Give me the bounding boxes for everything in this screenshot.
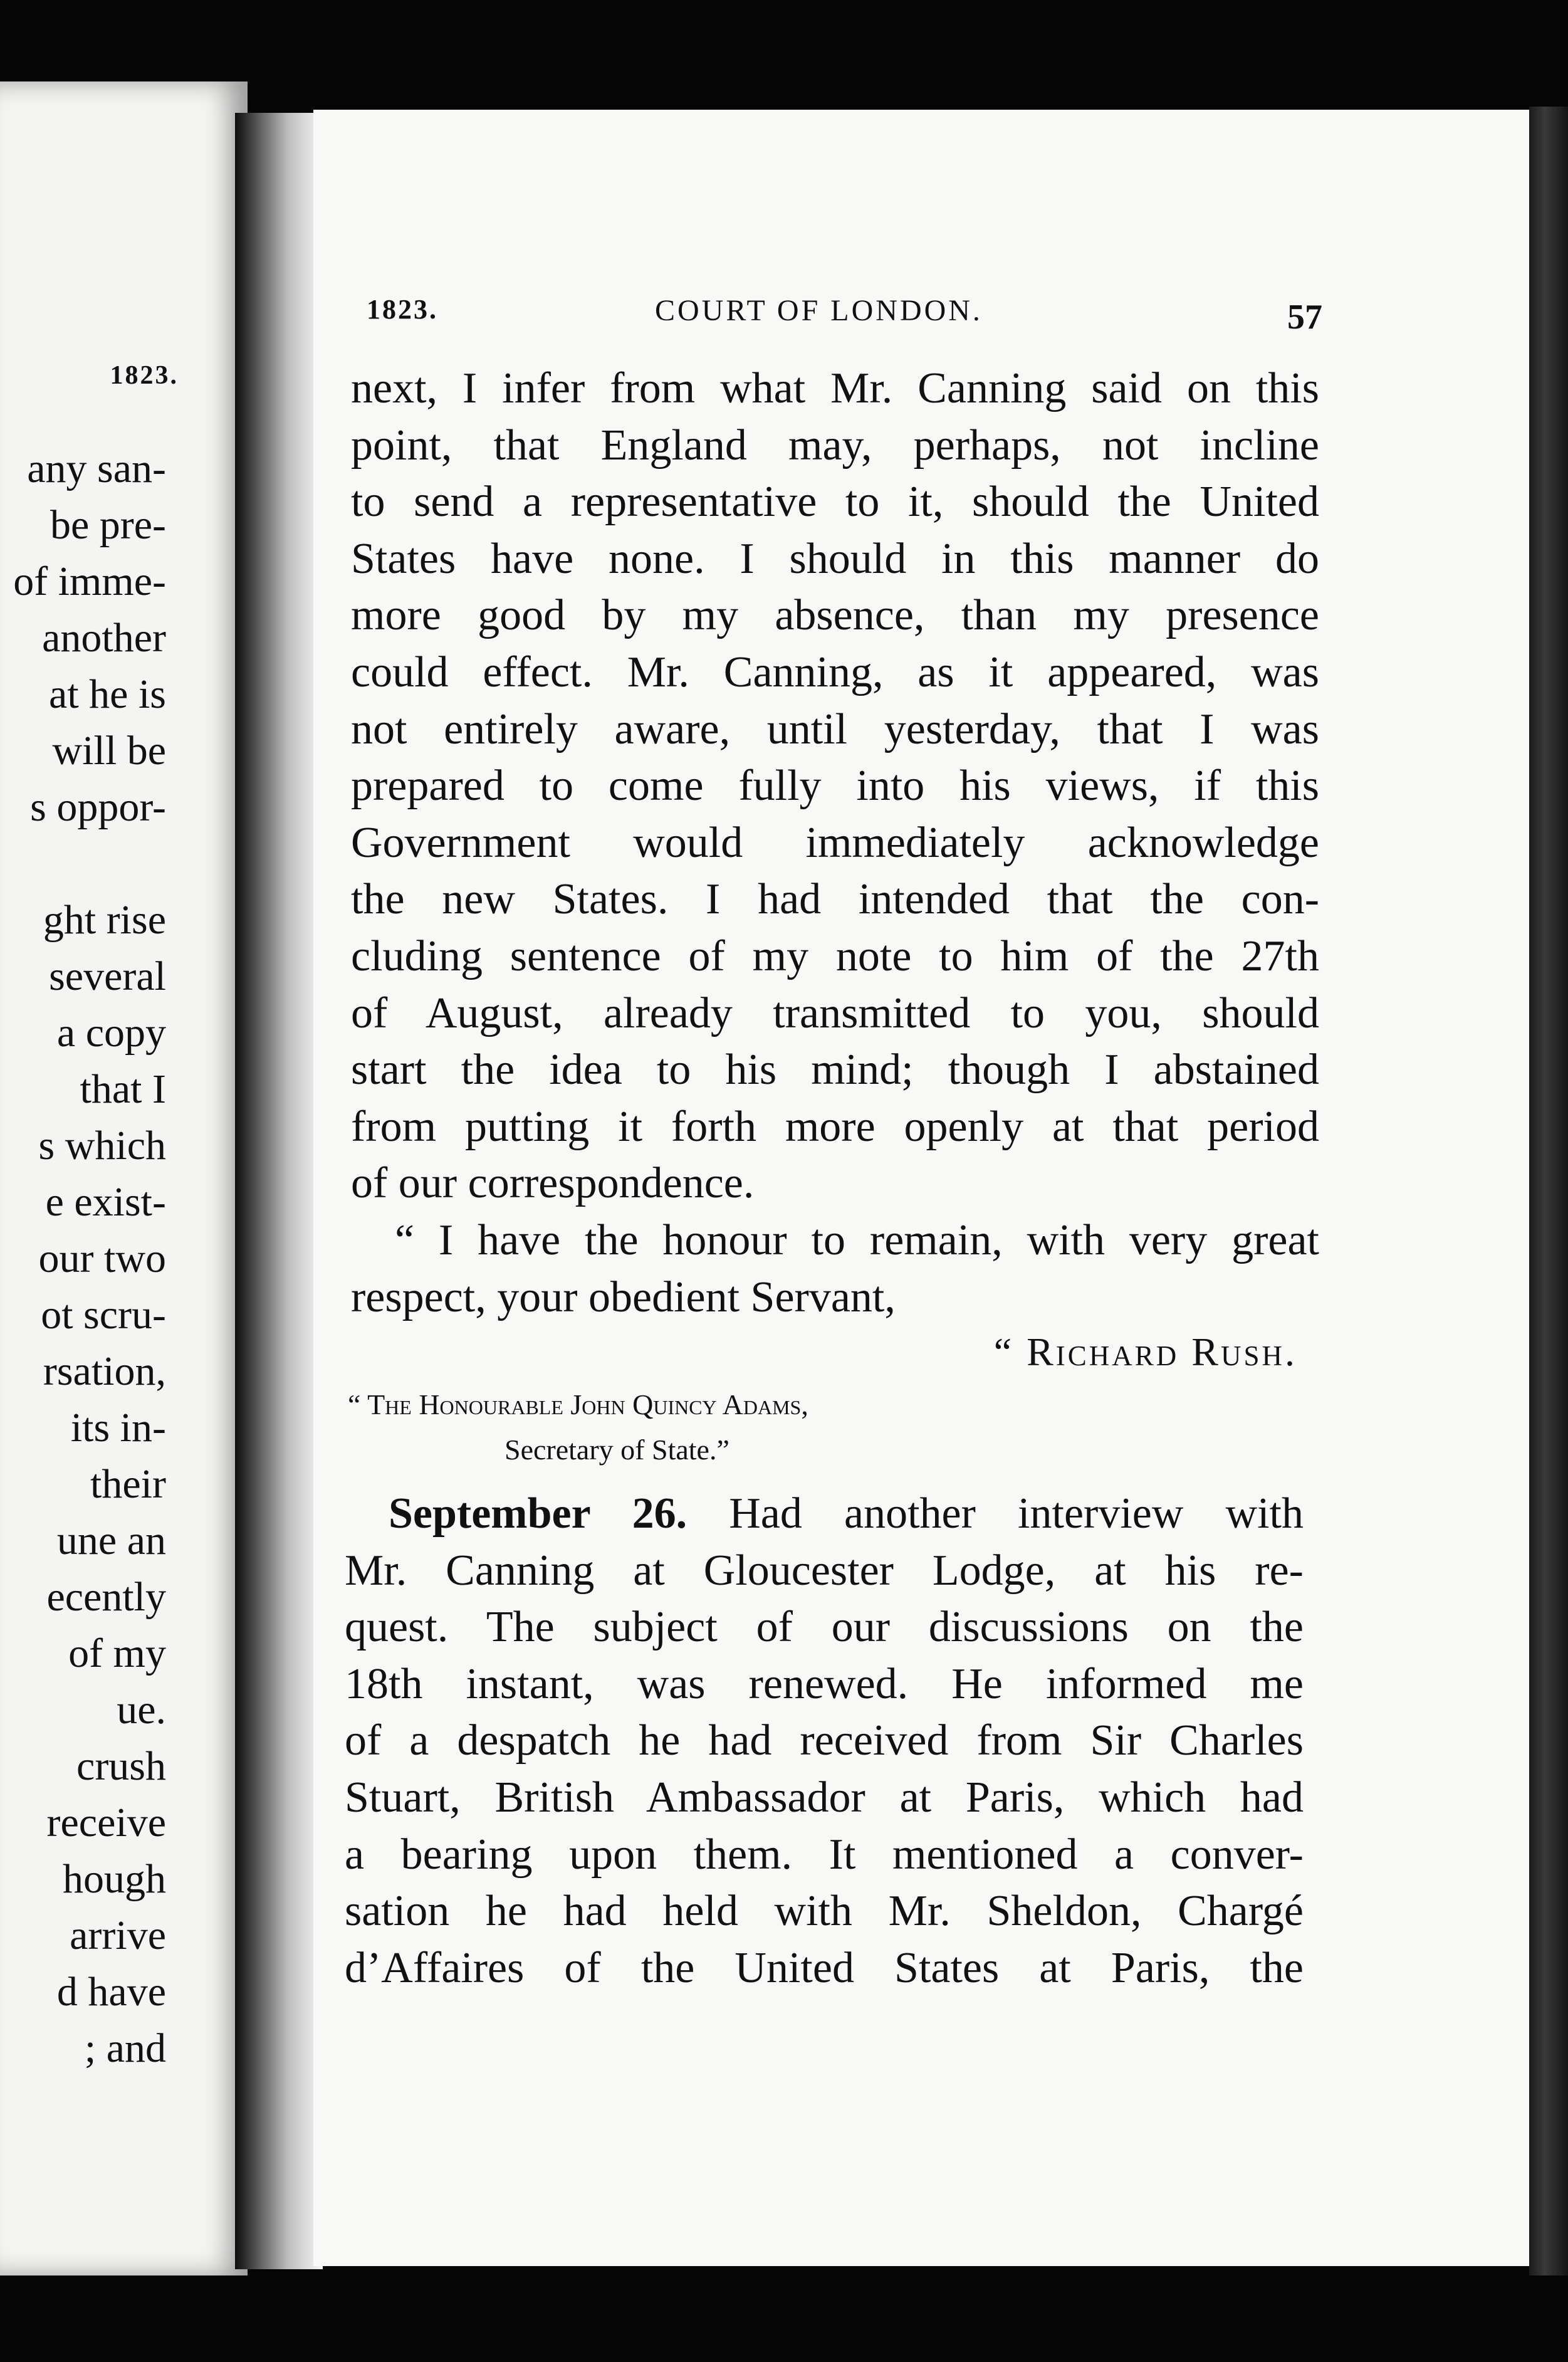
letter-text bbox=[351, 360, 1319, 1326]
addressee-line: “ The Honourable John Quincy Adams, bbox=[348, 1388, 808, 1420]
closing-line: “ I have the honour to remain, with very great bbox=[395, 1215, 1319, 1264]
text-line: next, I infer from what Mr. Canning said on this bbox=[351, 364, 1319, 412]
text-line: the new States. I had intended that the con- bbox=[351, 875, 1319, 924]
entry-first-line-text: Had another interview with bbox=[729, 1489, 1304, 1538]
page-number: 57 bbox=[1287, 298, 1322, 337]
journal-entry bbox=[345, 1486, 1304, 1997]
previous-page-line: a copy bbox=[56, 1010, 166, 1056]
previous-page-year: 1823. bbox=[110, 361, 179, 390]
previous-page-line: ght rise bbox=[43, 897, 166, 943]
text-line: a bearing upon them. It mentioned a conver- bbox=[345, 1830, 1304, 1879]
text-line: of a despatch he had received from Sir Charles bbox=[345, 1716, 1304, 1765]
previous-page-line: another bbox=[42, 615, 166, 661]
previous-page-line: e exist- bbox=[45, 1179, 166, 1225]
previous-page-line: our two bbox=[38, 1236, 166, 1281]
previous-page-line: will be bbox=[52, 728, 166, 774]
signature: “ Richard Rush. bbox=[993, 1330, 1297, 1374]
text-line: prepared to come fully into his views, if this bbox=[351, 762, 1319, 811]
previous-page-line: rsation, bbox=[43, 1348, 166, 1394]
text-line: 18th instant, was renewed. He informed me bbox=[345, 1659, 1304, 1708]
previous-page-line: several bbox=[49, 953, 166, 999]
previous-page-line: receive bbox=[46, 1800, 166, 1845]
previous-page-line: ot scru- bbox=[41, 1292, 166, 1338]
text-line: point, that England may, perhaps, not incline bbox=[351, 421, 1319, 470]
previous-page-line: at he is bbox=[49, 671, 166, 717]
previous-page-line: crush bbox=[76, 1743, 166, 1789]
header-title: COURT OF LONDON. bbox=[655, 294, 983, 327]
entry-first-line bbox=[345, 1486, 1304, 1543]
book-edge bbox=[1529, 107, 1568, 2275]
text-line: from putting it forth more openly at that period bbox=[351, 1102, 1319, 1151]
text-line: of our correspondence. bbox=[351, 1159, 755, 1208]
previous-page-line: be pre- bbox=[50, 502, 166, 548]
previous-page-line: ecently bbox=[46, 1574, 166, 1620]
text-line: could effect. Mr. Canning, as it appeared, was bbox=[351, 648, 1319, 696]
text-line: not entirely aware, until yesterday, that I was bbox=[351, 705, 1319, 753]
text-line: start the idea to his mind; though I abstained bbox=[351, 1046, 1319, 1094]
text-line: d’Affaires of the United States at Paris, the bbox=[345, 1943, 1304, 1992]
previous-page-line: that I bbox=[80, 1066, 166, 1112]
previous-page-line: arrive bbox=[70, 1913, 166, 1958]
running-header bbox=[367, 287, 1322, 337]
text-line: Government would immediately acknowledge bbox=[351, 818, 1319, 867]
closing-line: respect, your obedient Servant, bbox=[351, 1273, 896, 1321]
previous-page-line: ue. bbox=[117, 1687, 166, 1733]
previous-page-line: their bbox=[90, 1461, 166, 1507]
entry-date: September 26. bbox=[389, 1489, 687, 1538]
text-line: to send a representative to it, should the United bbox=[351, 478, 1319, 527]
text-line: Stuart, British Ambassador at Paris, which had bbox=[345, 1773, 1304, 1822]
text-line: quest. The subject of our discussions on the bbox=[345, 1603, 1304, 1652]
text-line: of August, already transmitted to you, should bbox=[351, 989, 1319, 1037]
previous-page-line: s oppor- bbox=[30, 784, 166, 830]
text-line: more good by my absence, than my presence bbox=[351, 591, 1319, 640]
previous-page-line: of my bbox=[68, 1630, 166, 1676]
previous-page-line: any san- bbox=[27, 446, 166, 491]
addressee-title: Secretary of State.” bbox=[504, 1434, 729, 1466]
previous-page-line: hough bbox=[63, 1856, 166, 1902]
previous-page-line: d have bbox=[56, 1969, 166, 2015]
previous-page-line: une an bbox=[56, 1518, 166, 1563]
text-line: sation he had held with Mr. Sheldon, Chargé bbox=[345, 1887, 1304, 1936]
text-line: Mr. Canning at Gloucester Lodge, at his re- bbox=[345, 1546, 1304, 1595]
header-year: 1823. bbox=[367, 294, 438, 325]
previous-page-line: s which bbox=[38, 1123, 166, 1168]
page-gutter-shadow bbox=[235, 113, 323, 2269]
text-line: cluding sentence of my note to him of the 27th bbox=[351, 932, 1319, 980]
text-line: States have none. I should in this manner do bbox=[351, 534, 1319, 583]
previous-page-line: of imme- bbox=[13, 559, 166, 604]
previous-page-line: ; and bbox=[84, 2025, 166, 2071]
addressee-block bbox=[348, 1382, 1100, 1472]
previous-page bbox=[0, 81, 248, 2275]
previous-page-line: its in- bbox=[70, 1405, 166, 1451]
